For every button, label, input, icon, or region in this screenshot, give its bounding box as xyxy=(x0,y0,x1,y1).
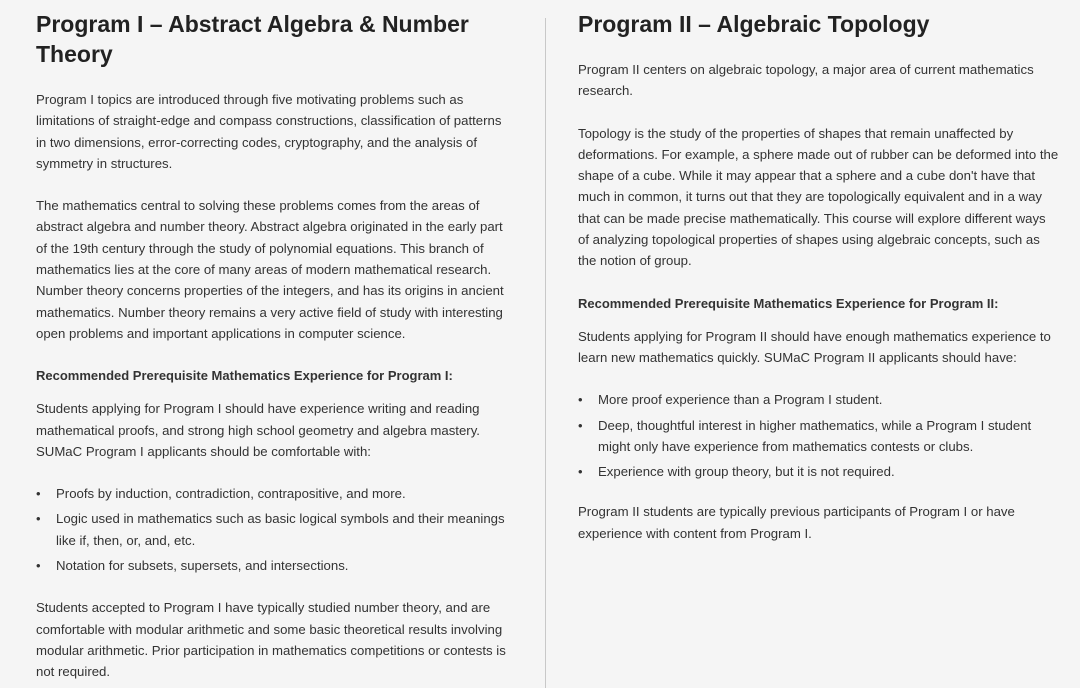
list-item-text: Proofs by induction, contradiction, contrapositive, and more. xyxy=(56,486,406,502)
bullet-icon: • xyxy=(36,558,41,574)
list-item-text: More proof experience than a Program I student. xyxy=(598,392,883,408)
bullet-icon: • xyxy=(578,392,583,408)
program-2-prereq-heading: Recommended Prerequisite Mathematics Experience for Program II: xyxy=(578,295,999,311)
list-item xyxy=(578,415,1060,458)
list-item xyxy=(36,483,512,504)
list-item xyxy=(36,508,512,551)
column-divider xyxy=(545,18,546,688)
program-1-intro-paragraph: Program I topics are introduced through five motivating problems such as limitations of straight-edge and compass constructions, classification of patterns in two dimensions, error-correcting codes, cryptography, and the analysis of symmetry in structures. xyxy=(36,92,502,171)
program-1-prereq-list xyxy=(36,483,512,576)
program-2-intro-paragraph: Program II centers on algebraic topology, a major area of current mathematics research. xyxy=(578,62,1034,99)
program-1-description-paragraph: The mathematics central to solving these problems comes from the areas of abstract algebra and number theory. Abstract algebra originated in the early part of the 19th century through the study of polynomial equations. This branch of mathematics lies at the core of many areas of modern mathematical research. Number theory concerns properties of the integers, and has its origins in ancient mathematics. Number theory remains a very active field of study with interesting open problems and important applications in computer science. xyxy=(36,198,504,341)
program-2-title: Program II – Algebraic Topology xyxy=(578,11,930,37)
program-2-prereq-paragraph: Students applying for Program II should have enough mathematics experience to learn new mathematics quickly. SUMaC Program II applicants should have: xyxy=(578,328,1051,365)
program-2-column xyxy=(578,0,1060,544)
program-1-column xyxy=(36,0,512,683)
bullet-icon: • xyxy=(36,486,41,502)
program-1-accepted-paragraph: Students accepted to Program I have typically studied number theory, and are comfortable with modular arithmetic and some basic theoretical results involving modular arithmetic. Prior participation in mathematics competitions or contests is not required. xyxy=(36,600,506,680)
program-1-prereq-heading: Recommended Prerequisite Mathematics Experience for Program I: xyxy=(36,368,453,384)
list-item xyxy=(36,555,512,576)
program-2-prereq-list xyxy=(578,389,1060,482)
bullet-icon: • xyxy=(578,464,583,480)
program-1-prereq-paragraph: Students applying for Program I should have experience writing and reading mathematical proofs, and strong high school geometry and algebra mastery. SUMaC Program I applicants should be comfortable with: xyxy=(36,401,480,459)
list-item-text: Notation for subsets, supersets, and intersections. xyxy=(56,558,349,574)
program-2-description-paragraph: Topology is the study of the properties of shapes that remain unaffected by deformations. For example, a sphere made out of rubber can be deformed into the shape of a cube. While it may appear that a sphere and a cube don't have that much in common, it turns out that they are topologically equivalent and in a way that can be made precise mathematically. This course will explore different ways of analyzing topological properties of shapes using algebraic concepts, such as the notion of group. xyxy=(578,125,1059,269)
list-item xyxy=(578,389,1060,410)
program-1-title: Program I – Abstract Algebra & Number Theory xyxy=(36,11,469,67)
list-item-text: Experience with group theory, but it is not required. xyxy=(598,464,895,480)
list-item xyxy=(578,461,1060,482)
list-item-text: Logic used in mathematics such as basic logical symbols and their meanings like if, then, or, and, etc. xyxy=(56,511,505,548)
bullet-icon: • xyxy=(578,417,583,433)
bullet-icon: • xyxy=(36,511,41,527)
program-2-background-paragraph: Program II students are typically previous participants of Program I or have experience with content from Program I. xyxy=(578,504,1015,541)
list-item-text: Deep, thoughtful interest in higher mathematics, while a Program I student might only have experience from mathematics contests or clubs. xyxy=(598,417,1032,454)
